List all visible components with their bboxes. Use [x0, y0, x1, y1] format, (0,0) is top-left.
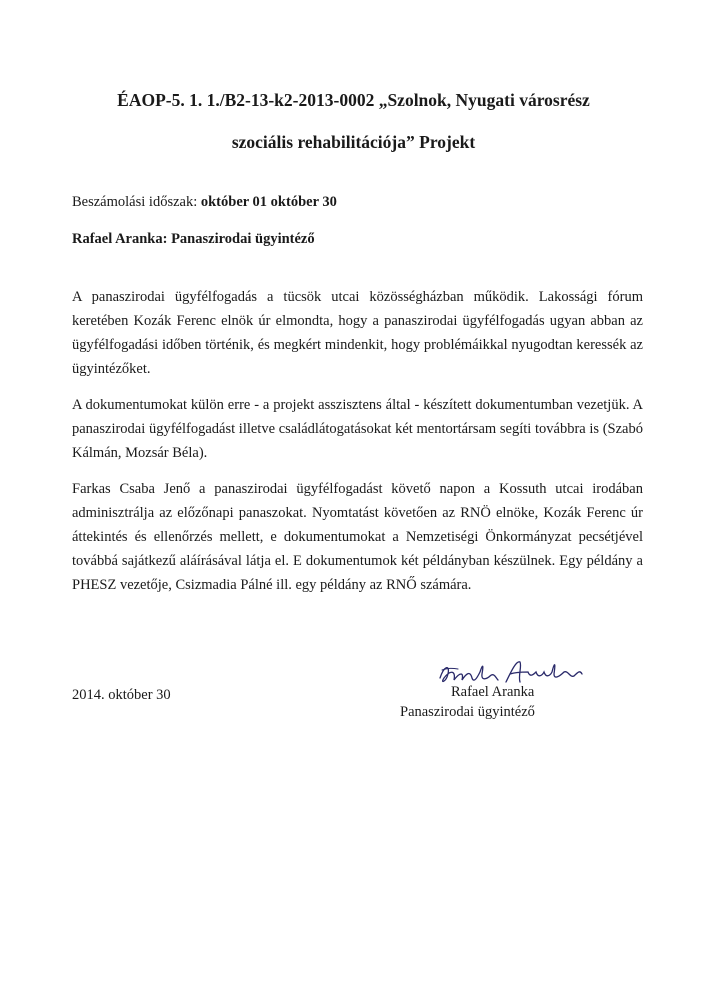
signer-role: Panaszirodai ügyintéző [400, 704, 535, 720]
document-date: 2014. október 30 [72, 687, 171, 703]
reporting-period-value: október 01 október 30 [200, 194, 337, 210]
document-title-line-1: ÉAOP-5. 1. 1./B2-13-k2-2013-0002 „Szolnok, Nyugati városrész [117, 90, 590, 110]
reporting-period [72, 193, 337, 211]
paragraph-3: Farkas Csaba Jenő a panaszirodai ügyfélfogadást követő napon a Kossuth utcai irodában adminisztrálja az előzőnapi panaszokat. Nyomtatást követően az RNÖ elnöke, Kozák Ferenc úr áttekintés és ellenőrzés mellett, e dokumentumokat a Nemzetiségi Önkormányzat pecsétjével továbbá sajátkezű aláírásával látja el. E dokumentumok két példányban készülnek. Egy példány a PHESZ vezetője, Csizmadia Pálné ill. egy példány az RNŐ számára. [72, 481, 643, 593]
paragraph-1: A panaszirodai ügyfélfogadás a tücsök utcai közösségházban működik. Lakossági fórum keretében Kozák Ferenc elnök úr elmondta, hogy a panaszirodai ügyfélfogadás ugyan abban az ügyfélfogadási időben történik, és megkért mindenkit, hogy problémáikkal nyugodtan keressék az ügyintézőket. [72, 289, 643, 377]
paragraph-2: A dokumentumokat külön erre - a projekt asszisztens által - készített dokumentumban vezetjük. A panaszirodai ügyfélfogadást illetve családlátogatásokat két mentortársam segíti továbbra is (Szabó Kálmán, Mozsár Béla). [72, 397, 643, 461]
reporting-period-label: Beszámolási időszak: [72, 194, 201, 210]
author-line: Rafael Aranka: Panaszirodai ügyintéző [72, 231, 315, 247]
signer-name: Rafael Aranka [451, 684, 535, 700]
document-title-line-2: szociális rehabilitációja” Projekt [231, 132, 476, 152]
